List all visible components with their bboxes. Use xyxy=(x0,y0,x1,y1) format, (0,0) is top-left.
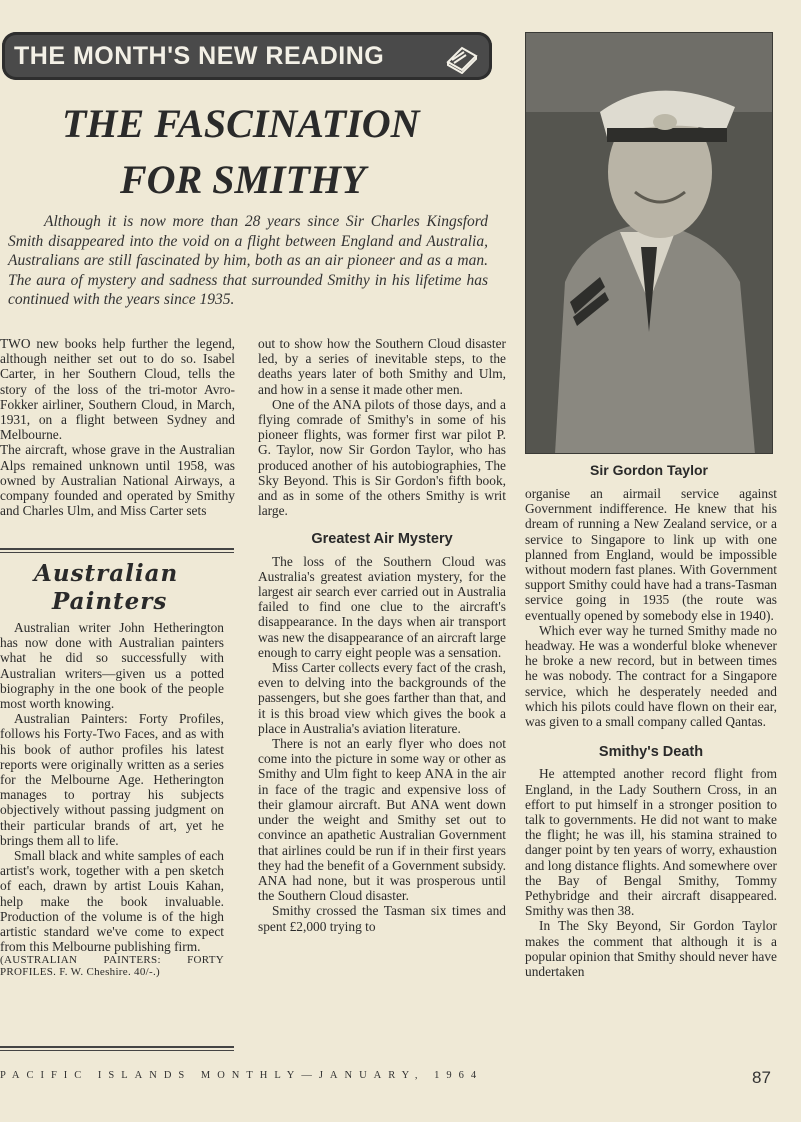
column-3 xyxy=(525,486,777,979)
page-number: 87 xyxy=(752,1068,771,1087)
paragraph: One of the ANA pilots of those days, and a flying comrade of Smithy's in some of his pioneer flights, was former first war pilot P. G. Taylor, now Sir Gordon Taylor, who has produced another of his autobiographies, The Sky Beyond. This is Sir Gordon's fifth book, and as in some of the others Smithy is writ large. xyxy=(258,396,506,519)
portrait-photo xyxy=(525,32,773,454)
paragraph: TWO new books help further the legend, although neither set out to do so. Isabel Carter, in her Southern Cloud, tells the story of the loss of the tri-motor Avro-Fokker airliner, Southern Cloud, in March, 1931, on a flight between Sydney and Melbourne. xyxy=(0,336,235,443)
photo-caption: Sir Gordon Taylor xyxy=(590,462,708,478)
paragraph: Smithy crossed the Tasman six times and spent £2,000 trying to xyxy=(258,903,506,934)
headline-line-2: FOR SMITHY xyxy=(120,157,366,202)
banner-label: THE MONTH'S NEW READING xyxy=(14,42,385,70)
book-reference: (AUSTRALIAN PAINTERS: FORTY PROFILES. F. W. Cheshire. 40/-.) xyxy=(0,954,224,979)
headline-line-1: THE FASCINATION xyxy=(62,101,420,146)
paragraph: The loss of the Southern Cloud was Australia's greatest aviation mystery, for the largest air search ever carried out in Australia failed to find one clue to the aircraft's disappearance. In the days when air transport was new the disappearance of an aircraft large enough to carry eight people was a sensation. xyxy=(258,553,506,660)
paragraph: out to show how the Southern Cloud disaster led, by a series of inevitable steps, to the deaths years later of both Smithy and Ulm, and how in a sense it made other men. xyxy=(258,336,506,397)
paragraph: organise an airmail service against Government indifference. He knew that his dream of running a New Zealand service, or a service to Singapore to link up with one planned from England, would be impossible without modern fast planes. With Government support Smithy could have had a trans-Tasman service going in 1935 (the route was eventually opened by somebody else in 1940). xyxy=(525,486,777,623)
intro-standfirst: Although it is now more than 28 years since Sir Charles Kingsford Smith disappeared into the void on a flight between England and Australia, Australians are still fascinated by him, both as an air pioneer and as a man. The aura of mystery and sadness that surrounded Smithy in his lifetime has continued with the years since 1935. xyxy=(8,213,488,308)
section-title-line-2: Painters xyxy=(52,588,168,615)
divider xyxy=(0,1050,234,1051)
paragraph: Which ever way he turned Smithy made no headway. He was a wonderful bloke whenever he broke a new record, but in between times he was nobody. The contract for a Singapore service, which he desperately needed and which his pilots could have flown on their ear, was given to a small company called Qantas. xyxy=(525,622,777,730)
paragraph: Miss Carter collects every fact of the crash, even to delving into the backgrounds of the passengers, but she goes farther than that, and it is this broad view which gives the book a place in Australia's aviation literature. xyxy=(258,660,506,736)
divider xyxy=(0,548,234,550)
paragraph: There is not an early flyer who does not come into the picture in some way or other as Smithy and Ulm fight to keep ANA in the air in face of the tragic and expensive loss of their glamour aircraft. But ANA went down under the weight and Smithy set out to convince an apathetic Australian Government that airlines could be run if in their first years they had the benefit of a Government subsidy. ANA had none, but it was prosperous until the Southern Cloud disaster. xyxy=(258,736,506,904)
paragraph: Australian Painters: Forty Profiles, follows his Forty-Two Faces, and as with his book of author profiles his latest reports were originally written as a series for the Melbourne Age. Hetherington manages to portray his subjects objectively without passing judgment on their particular brands of art, yet he brings them all to life. xyxy=(0,711,224,848)
divider xyxy=(0,1046,234,1048)
column-1-review xyxy=(0,620,224,978)
paragraph: He attempted another record flight from England, in the Lady Southern Cross, in an effort to put himself in a stronger position to talk to governments. He did not want to make the flight; he was ill, his stamina strained to danger point by ten years of worry, exhaustion and long distance flights. And somewhere over the Bay of Bengal Smithy, Tommy Pethybridge and their aircraft disappeared. Smithy was then 38. xyxy=(525,766,777,919)
subheading: Smithy's Death xyxy=(598,744,704,761)
paragraph: Australian writer John Hetherington has now done with Australian painters what he did so successfully with Australian writers—given us a potted biography in the one book of the people most worth knowing. xyxy=(0,620,224,712)
subheading: Greatest Air Mystery xyxy=(311,531,453,548)
paragraph: In The Sky Beyond, Sir Gordon Taylor makes the comment that although it is a popular opinion that Smithy should never have undertaken xyxy=(525,918,777,980)
section-title-line-1: Australian xyxy=(34,560,179,587)
portrait-illustration xyxy=(525,32,773,454)
running-footer: PACIFIC ISLANDS MONTHLY—JANUARY, 1964 xyxy=(0,1070,484,1081)
paragraph: Small black and white samples of each artist's work, together with a pen sketch of each, drawn by artist Louis Kahan, help make the book invaluable. Production of the volume is of the high artistic standard we've come to expect from this Melbourne publishing firm. xyxy=(0,848,224,955)
paragraph: The aircraft, whose grave in the Australian Alps remained unknown until 1958, was owned by Australian National Airways, a company founded and operated by Smithy and Charles Ulm, and Miss Carter sets xyxy=(0,442,235,519)
book-icon xyxy=(440,38,484,74)
column-1-article xyxy=(0,336,235,518)
column-2 xyxy=(258,336,506,934)
divider xyxy=(0,552,234,553)
